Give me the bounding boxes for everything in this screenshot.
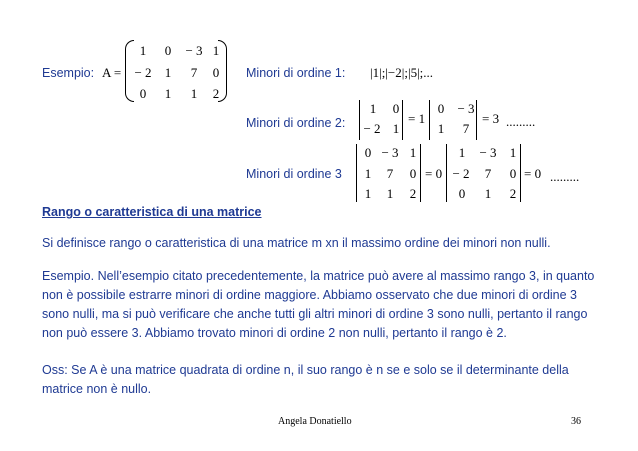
det-result: = 0 xyxy=(524,166,542,181)
det-result: = 1 xyxy=(408,111,426,126)
det-cell: 7 xyxy=(386,166,394,181)
det-cell: − 2 xyxy=(363,121,381,136)
det-cell: 1 xyxy=(386,186,394,201)
det-bar xyxy=(356,144,357,202)
order2-label: Minori di ordine 2: xyxy=(246,116,346,130)
det-cell: 0 xyxy=(458,186,466,201)
matrix-name: A = xyxy=(102,65,122,80)
matrix-a-cell: 1 xyxy=(190,86,198,101)
det-cell: 0 xyxy=(409,166,417,181)
det-cell: 1 xyxy=(364,186,372,201)
matrix-a-cell: − 2 xyxy=(134,65,152,80)
det-cell: 1 xyxy=(437,121,445,136)
order2-ellipsis: ......... xyxy=(506,114,536,129)
matrix-a-cell: 1 xyxy=(139,43,147,58)
footer-author: Angela Donatiello xyxy=(278,416,352,427)
det-cell: 0 xyxy=(392,101,400,116)
order3-ellipsis: ......... xyxy=(550,169,580,184)
matrix-a-cell: − 3 xyxy=(185,43,203,58)
det-cell: 7 xyxy=(462,121,470,136)
matrix-a-cell: 2 xyxy=(212,86,220,101)
example-label: Esempio: xyxy=(42,66,95,80)
det-cell: 2 xyxy=(509,186,517,201)
det-cell: − 2 xyxy=(452,166,470,181)
matrix-a-cell: 0 xyxy=(212,65,220,80)
matrix-a-cell: 0 xyxy=(139,86,147,101)
page-number: 36 xyxy=(571,416,581,427)
definition-paragraph: Si definisce rango o caratteristica di una matrice m xn il massimo ordine dei minori non nulli. xyxy=(42,236,551,250)
det-cell: 1 xyxy=(509,145,517,160)
det-cell: − 3 xyxy=(381,145,399,160)
det-cell: 1 xyxy=(458,145,466,160)
det-cell: − 3 xyxy=(457,101,475,116)
det-bar xyxy=(420,144,421,202)
det-bar xyxy=(476,100,477,140)
order3-label: Minori di ordine 3 xyxy=(246,167,342,181)
det-bar xyxy=(402,100,403,140)
det-cell: 1 xyxy=(409,145,417,160)
det-cell: 1 xyxy=(364,166,372,181)
observation-paragraph: Oss: Se A è una matrice quadrata di ordine n, il suo rango è n se e solo se il determinante della matrice non è nullo. xyxy=(42,363,569,396)
det-cell: 2 xyxy=(409,186,417,201)
det-result: = 3 xyxy=(482,111,500,126)
order1-label: Minori di ordine 1: xyxy=(246,66,346,80)
order1-values: |1|;|−2|;|5|;... xyxy=(370,65,434,80)
det-bar xyxy=(520,144,521,202)
det-cell: − 3 xyxy=(479,145,497,160)
matrix-a-cell: 1 xyxy=(212,43,220,58)
matrix-a-cell: 0 xyxy=(164,43,172,58)
det-cell: 7 xyxy=(484,166,492,181)
matrix-a-cell: 7 xyxy=(190,65,198,80)
det-cell: 0 xyxy=(509,166,517,181)
det-bar xyxy=(429,100,430,140)
det-cell: 1 xyxy=(392,121,400,136)
det-cell: 0 xyxy=(364,145,372,160)
det-result: = 0 xyxy=(425,166,443,181)
section-title: Rango o caratteristica di una matrice xyxy=(42,205,262,219)
det-cell: 1 xyxy=(369,101,377,116)
matrix-a-cell: 1 xyxy=(164,65,172,80)
det-cell: 0 xyxy=(437,101,445,116)
matrix-a-cell: 1 xyxy=(164,86,172,101)
example-paragraph: Esempio. Nell’esempio citato precedentemente, la matrice può avere al massimo rango 3, in quanto non è possibile estrarre minori di ordine maggiore. Abbiamo osservato che due minori di ordine 3 sono nulli, ma si può verificare che anche tutti gli altri minori di ordine 3 sono nulli, pertanto il rango non può essere 3. Abbiamo trovato minori di ordine 2 non nulli, pertanto il rango è 2. xyxy=(42,269,595,340)
det-cell: 1 xyxy=(484,186,492,201)
